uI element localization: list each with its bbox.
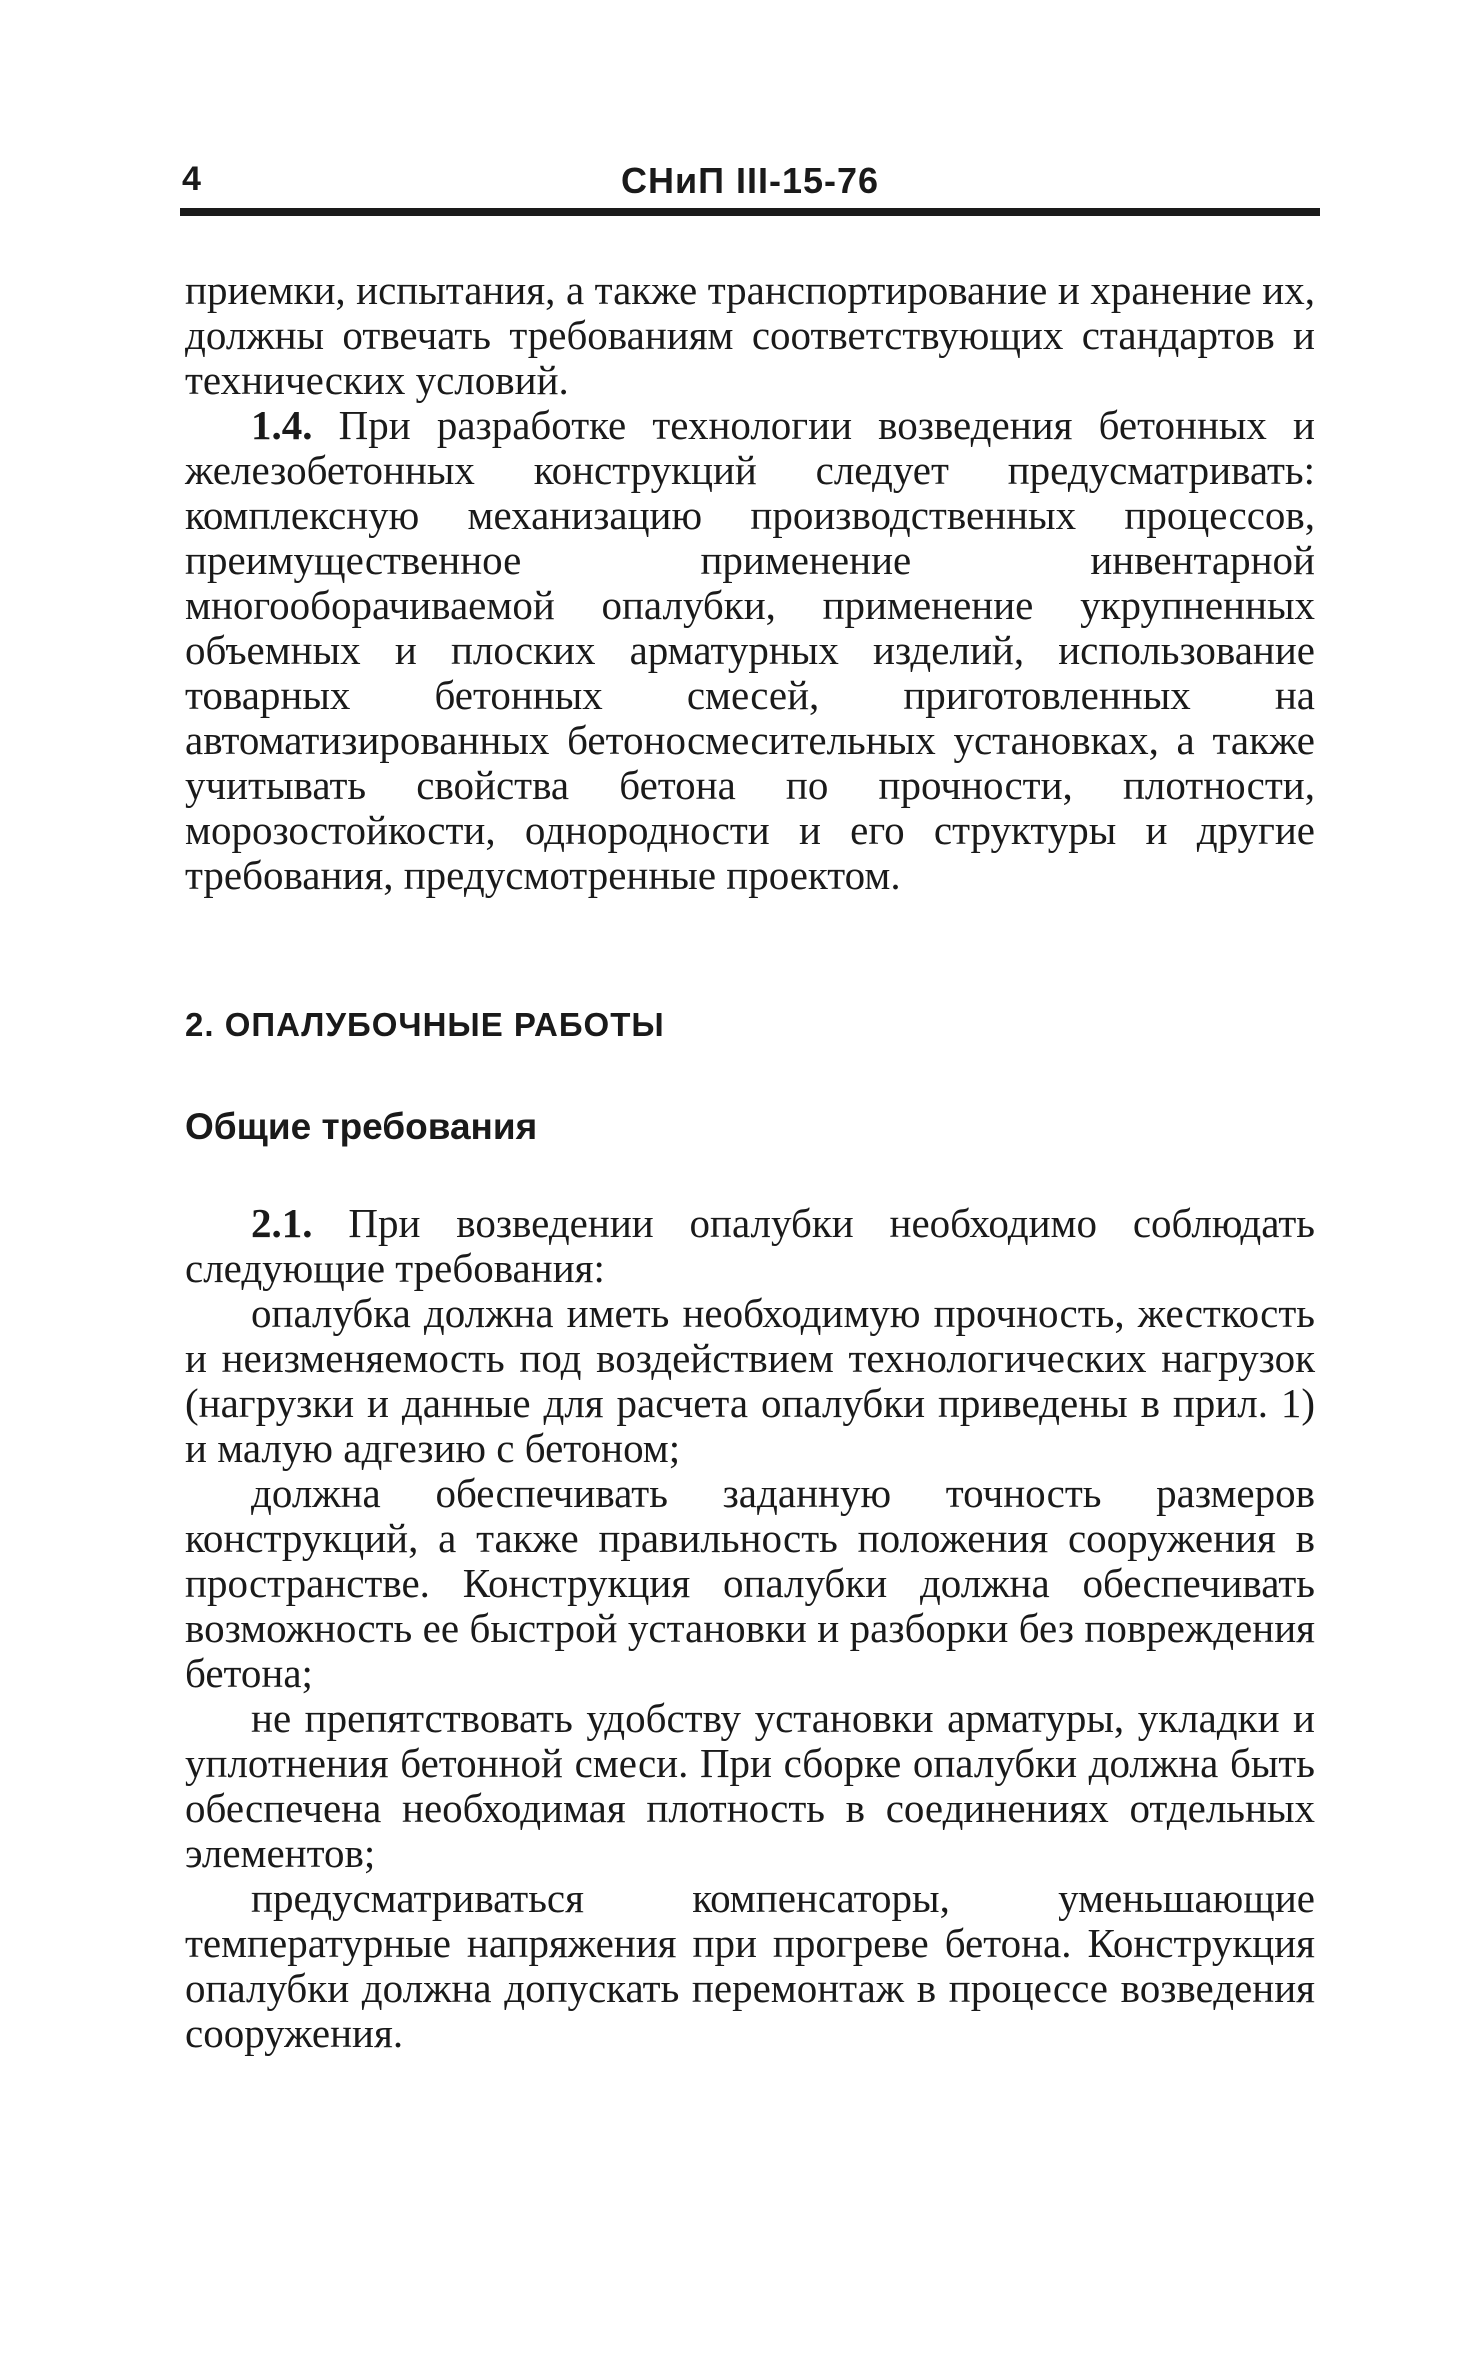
clause-text: При возведении опалубки необходимо соблюдать следующие требования: [185,1200,1315,1291]
clause-number: 1.4. [251,402,313,448]
subsection-title: Общие требования [185,1106,538,1147]
section-title: 2. ОПАЛУБОЧНЫЕ РАБОТЫ [185,1006,665,1043]
clause-1-4 [185,403,1315,898]
clause-text: При разработке технологии возведения бетонных и железобетонных конструкций следует предусматривать: комплексную механизацию производственных процессов, преимущественное применение инвентарной многооборачиваемой опалубки, применение укрупненных объемных и плоских арматурных изделий, использование товарных бетонных смесей, приготовленных на автоматизированных бетоносмесительных установках, а также учитывать свойства бетона по прочности, плотности, морозостойкости, однородности и его структуры и другие требования, предусмотренные проектом. [185,402,1316,898]
requirement-item: предусматриваться компенсаторы, уменьшающие температурные напряжения при прогреве бетона. Конструкция опалубки должна допускать перемонтаж в процессе возведения сооружения. [185,1875,1315,2056]
requirement-item: должна обеспечивать заданную точность размеров конструкций, а также правильность положения сооружения в пространстве. Конструкция опалубки должна обеспечивать возможность ее быстрой установки и разборки без повреждения бетона; [185,1470,1315,1696]
page-number: 4 [182,160,201,198]
requirement-item: опалубка должна иметь необходимую прочность, жесткость и неизменяемость под воздействием технологических нагрузок (нагрузки и данные для расчета опалубки приведены в прил. 1) и малую адгезию с бетоном; [185,1290,1315,1471]
clause-2-1 [185,1201,1315,1291]
requirement-item: не препятствовать удобству установки арматуры, укладки и уплотнения бетонной смеси. При сборке опалубки должна быть обеспечена необходимая плотность в соединениях отдельных элементов; [185,1695,1315,1876]
clause-number: 2.1. [251,1200,313,1246]
paragraph-continuation: приемки, испытания, а также транспортирование и хранение их, должны отвечать требованиям соответствующих стандартов и технических условий. [185,267,1315,403]
header-rule [180,208,1320,216]
document-code: СНиП III-15-76 [620,160,880,201]
page-body [185,268,1315,2056]
